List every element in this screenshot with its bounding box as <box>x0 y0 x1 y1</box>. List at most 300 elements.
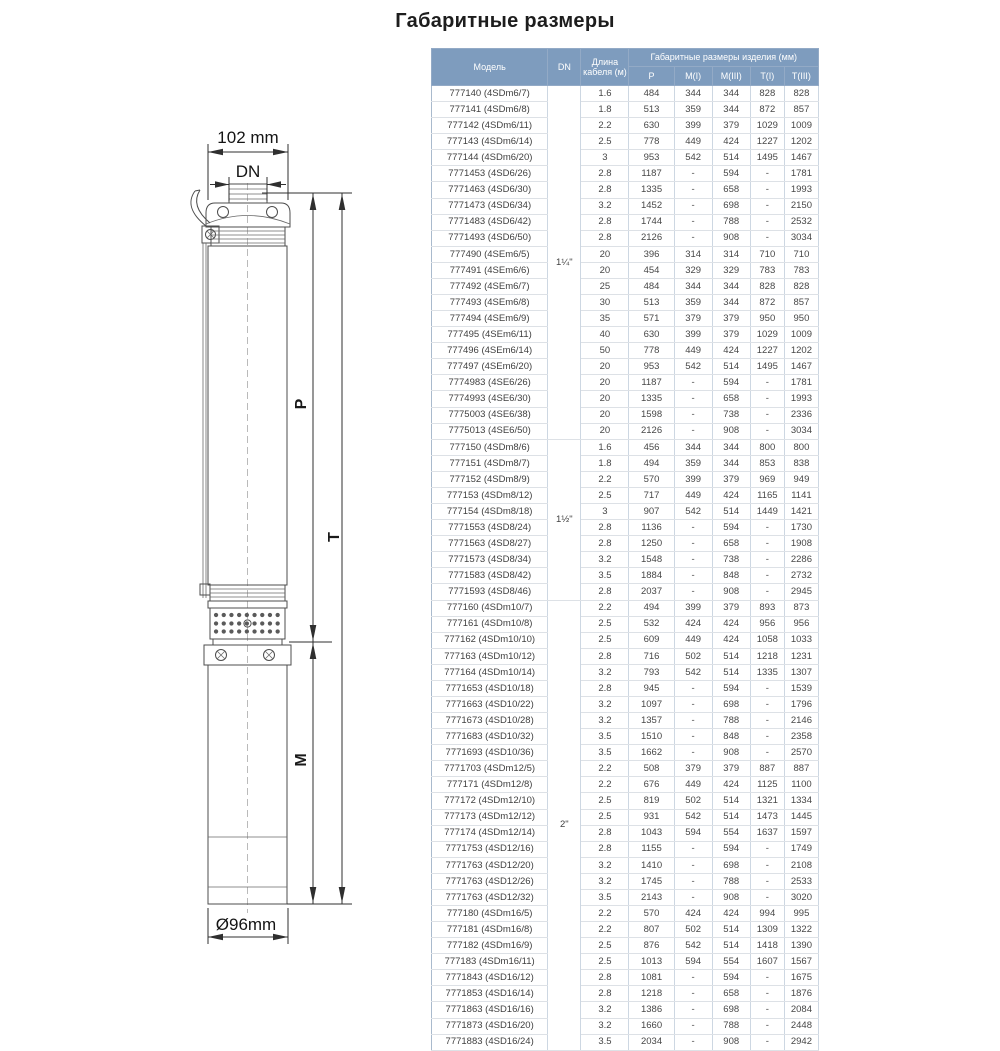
table-row <box>432 777 819 793</box>
table-row <box>432 86 819 102</box>
cell-value: 502 <box>674 648 712 664</box>
cell-value: 1250 <box>629 536 674 552</box>
cell-value: 2358 <box>784 729 818 745</box>
cell-value: 1335 <box>750 664 784 680</box>
cell-value: - <box>674 745 712 761</box>
cell-model: 777496 (4SEm6/14) <box>432 343 548 359</box>
cell-value: 1013 <box>629 954 674 970</box>
width-dimension-label: 102 mm <box>217 128 279 147</box>
cell-model: 7774983 (4SE6/26) <box>432 375 548 391</box>
cell-value: 456 <box>629 439 674 455</box>
cell-value: 30 <box>581 295 629 311</box>
cell-value: 449 <box>674 343 712 359</box>
cell-value: 853 <box>750 455 784 471</box>
table-row <box>432 954 819 970</box>
cell-model: 7771573 (4SD8/34) <box>432 552 548 568</box>
cell-value: 698 <box>712 857 750 873</box>
cell-value: 908 <box>712 584 750 600</box>
cell-value: 2.5 <box>581 793 629 809</box>
cell-value: 2.5 <box>581 134 629 150</box>
cell-value: 2.8 <box>581 970 629 986</box>
cell-value: 1473 <box>750 809 784 825</box>
cell-value: 848 <box>712 729 750 745</box>
cell-value: 953 <box>629 359 674 375</box>
cell-value: 502 <box>674 793 712 809</box>
cell-value: - <box>674 423 712 439</box>
cell-value: 513 <box>629 102 674 118</box>
cell-model: 777152 (4SDm8/9) <box>432 471 548 487</box>
cell-value: 3.2 <box>581 857 629 873</box>
cell-value: 1202 <box>784 134 818 150</box>
cell-value: 1637 <box>750 825 784 841</box>
cell-value: 454 <box>629 262 674 278</box>
table-row <box>432 552 819 568</box>
cell-value: - <box>750 1034 784 1050</box>
cell-value: 2.2 <box>581 761 629 777</box>
cell-value: 1781 <box>784 375 818 391</box>
cell-value: 857 <box>784 102 818 118</box>
cell-value: 907 <box>629 504 674 520</box>
cell-model: 7771653 (4SD10/18) <box>432 680 548 696</box>
cell-model: 777171 (4SDm12/8) <box>432 777 548 793</box>
cell-value: 494 <box>629 600 674 616</box>
cell-value: 314 <box>674 246 712 262</box>
cell-value: 828 <box>784 278 818 294</box>
cell-value: - <box>750 182 784 198</box>
table-row <box>432 262 819 278</box>
header-dim-m1: M(I) <box>674 67 712 86</box>
table-row <box>432 359 819 375</box>
cell-value: 1218 <box>629 986 674 1002</box>
cell-value: - <box>750 520 784 536</box>
table-row <box>432 584 819 600</box>
cell-value: 2.8 <box>581 182 629 198</box>
cell-value: 1467 <box>784 359 818 375</box>
cell-value: 3.2 <box>581 1018 629 1034</box>
cell-value: 2.8 <box>581 680 629 696</box>
cell-value: 3.2 <box>581 1002 629 1018</box>
cell-value: 570 <box>629 905 674 921</box>
cell-value: 887 <box>750 761 784 777</box>
cell-value: 2.8 <box>581 648 629 664</box>
table-body <box>432 86 819 1051</box>
cell-value: 314 <box>712 246 750 262</box>
cell-value: - <box>674 375 712 391</box>
cell-value: 514 <box>712 922 750 938</box>
cell-value: 3.2 <box>581 873 629 889</box>
cell-value: 1390 <box>784 938 818 954</box>
cell-value: 2.2 <box>581 118 629 134</box>
cell-value: 953 <box>629 150 674 166</box>
cell-value: - <box>674 873 712 889</box>
cell-value: 3.5 <box>581 889 629 905</box>
cell-value: 788 <box>712 214 750 230</box>
cell-value: 950 <box>750 311 784 327</box>
cell-value: 344 <box>674 439 712 455</box>
cell-model: 7774993 (4SE6/30) <box>432 391 548 407</box>
m-dimension-label: M <box>293 753 310 767</box>
table-row <box>432 889 819 905</box>
table-row <box>432 198 819 214</box>
cell-value: 594 <box>712 375 750 391</box>
cell-model: 7771563 (4SD8/27) <box>432 536 548 552</box>
cell-value: 594 <box>712 166 750 182</box>
cell-value: 1452 <box>629 198 674 214</box>
cell-value: 3.5 <box>581 568 629 584</box>
cell-value: 508 <box>629 761 674 777</box>
cell-value: - <box>674 568 712 584</box>
cell-value: 424 <box>712 616 750 632</box>
dn-dimension-label: DN <box>235 162 261 181</box>
cell-model: 777497 (4SEm6/20) <box>432 359 548 375</box>
cell-value: 1081 <box>629 970 674 986</box>
cell-value: 514 <box>712 793 750 809</box>
cell-value: - <box>750 391 784 407</box>
cell-model: 777493 (4SEm6/8) <box>432 295 548 311</box>
table-row <box>432 166 819 182</box>
cell-value: 1445 <box>784 809 818 825</box>
cell-value: 484 <box>629 86 674 102</box>
table-row <box>432 118 819 134</box>
cell-value: 2.8 <box>581 214 629 230</box>
cell-value: - <box>674 1034 712 1050</box>
cell-model: 7771473 (4SD6/34) <box>432 198 548 214</box>
cell-value: 995 <box>784 905 818 921</box>
cell-value: - <box>750 729 784 745</box>
cell-value: 1322 <box>784 922 818 938</box>
cell-value: 931 <box>629 809 674 825</box>
cell-value: 2.8 <box>581 825 629 841</box>
cell-value: - <box>674 198 712 214</box>
cell-value: 571 <box>629 311 674 327</box>
cell-model: 7771493 (4SD6/50) <box>432 230 548 246</box>
table-row <box>432 745 819 761</box>
cell-value: 2.8 <box>581 230 629 246</box>
cell-model: 7771703 (4SDm12/5) <box>432 761 548 777</box>
table-row <box>432 134 819 150</box>
cell-value: 857 <box>784 295 818 311</box>
cell-value: 594 <box>674 825 712 841</box>
cell-value: 1884 <box>629 568 674 584</box>
table-row <box>432 970 819 986</box>
cell-value: - <box>674 857 712 873</box>
cell-value: 3034 <box>784 423 818 439</box>
cell-model: 7775013 (4SE6/50) <box>432 423 548 439</box>
cell-value: 1155 <box>629 841 674 857</box>
diameter-dimension <box>208 908 288 944</box>
table-row <box>432 825 819 841</box>
cell-value: 887 <box>784 761 818 777</box>
table-row <box>432 616 819 632</box>
cell-model: 777182 (4SDm16/9) <box>432 938 548 954</box>
table-row <box>432 295 819 311</box>
cell-value: 396 <box>629 246 674 262</box>
cell-value: - <box>674 1002 712 1018</box>
diameter-dimension-label: Ø96mm <box>215 915 277 934</box>
cell-value: - <box>750 680 784 696</box>
cell-model: 777492 (4SEm6/7) <box>432 278 548 294</box>
cell-model: 7771693 (4SD10/36) <box>432 745 548 761</box>
pump-outlet <box>229 184 267 203</box>
cell-value: 1993 <box>784 182 818 198</box>
cell-value: 542 <box>674 150 712 166</box>
cell-value: 828 <box>750 278 784 294</box>
cell-value: 449 <box>674 632 712 648</box>
cell-value: 570 <box>629 471 674 487</box>
cell-value: 1421 <box>784 504 818 520</box>
cell-value: 1043 <box>629 825 674 841</box>
cell-value: 698 <box>712 1002 750 1018</box>
cell-value: - <box>674 729 712 745</box>
table-row <box>432 230 819 246</box>
cell-model: 777173 (4SDm12/12) <box>432 809 548 825</box>
page-title: Габаритные размеры <box>395 10 615 32</box>
table-row <box>432 375 819 391</box>
table-row <box>432 568 819 584</box>
cell-value: 424 <box>712 905 750 921</box>
header-model: Модель <box>432 49 548 86</box>
cell-value: - <box>674 889 712 905</box>
cell-value: 359 <box>674 455 712 471</box>
cell-model: 777183 (4SDm16/11) <box>432 954 548 970</box>
cell-value: 1141 <box>784 487 818 503</box>
cell-value: 2.5 <box>581 632 629 648</box>
header-dim-m3: M(III) <box>712 67 750 86</box>
cell-value: 1876 <box>784 986 818 1002</box>
cell-value: 542 <box>674 664 712 680</box>
table-row <box>432 214 819 230</box>
cell-value: 1187 <box>629 166 674 182</box>
cell-value: 3.5 <box>581 745 629 761</box>
cell-value: 514 <box>712 359 750 375</box>
table-row <box>432 841 819 857</box>
cell-value: 2.8 <box>581 841 629 857</box>
cell-value: 1335 <box>629 391 674 407</box>
cell-value: 379 <box>712 600 750 616</box>
cell-value: - <box>674 584 712 600</box>
cell-model: 777151 (4SDm8/7) <box>432 455 548 471</box>
cell-value: 424 <box>712 777 750 793</box>
cell-value: - <box>674 536 712 552</box>
cell-value: 542 <box>674 938 712 954</box>
cell-value: 2336 <box>784 407 818 423</box>
cell-model: 777180 (4SDm16/5) <box>432 905 548 921</box>
cell-value: 2.2 <box>581 471 629 487</box>
cell-value: - <box>750 857 784 873</box>
cell-value: - <box>674 391 712 407</box>
cell-value: 658 <box>712 182 750 198</box>
cell-value: 945 <box>629 680 674 696</box>
cell-value: 1781 <box>784 166 818 182</box>
cell-value: 1227 <box>750 134 784 150</box>
cell-value: 40 <box>581 327 629 343</box>
cell-value: 2.5 <box>581 616 629 632</box>
cell-value: 872 <box>750 102 784 118</box>
header-dim-t1: T(I) <box>750 67 784 86</box>
cell-value: - <box>750 230 784 246</box>
cell-value: - <box>674 841 712 857</box>
cell-value: - <box>750 889 784 905</box>
cell-value: 1745 <box>629 873 674 889</box>
table-header <box>432 49 819 86</box>
cell-value: - <box>750 214 784 230</box>
header-dim-t3: T(III) <box>784 67 818 86</box>
header-dims-group: Габаритные размеры изделия (мм) <box>629 49 819 67</box>
cell-value: 20 <box>581 375 629 391</box>
table-row <box>432 391 819 407</box>
cell-value: 3.2 <box>581 664 629 680</box>
dimensions-table <box>431 48 819 1051</box>
cell-value: 344 <box>712 455 750 471</box>
cell-value: 788 <box>712 1018 750 1034</box>
cell-dn: 1½" <box>548 439 581 600</box>
cell-value: 379 <box>712 471 750 487</box>
m-dimension <box>293 642 316 904</box>
cell-value: 329 <box>674 262 712 278</box>
cell-value: 449 <box>674 487 712 503</box>
cell-value: 344 <box>712 439 750 455</box>
coupling-ribs <box>210 585 285 601</box>
cell-model: 777172 (4SDm12/10) <box>432 793 548 809</box>
cell-value: 424 <box>674 616 712 632</box>
cell-value: 717 <box>629 487 674 503</box>
cell-value: 1136 <box>629 520 674 536</box>
cell-value: 788 <box>712 713 750 729</box>
cell-model: 7771553 (4SD8/24) <box>432 520 548 536</box>
cell-model: 777142 (4SDm6/11) <box>432 118 548 134</box>
cell-value: 542 <box>674 359 712 375</box>
cell-value: 2.5 <box>581 954 629 970</box>
table-row <box>432 905 819 921</box>
cell-value: - <box>750 568 784 584</box>
p-dimension-label: P <box>293 398 310 410</box>
cell-value: 3.5 <box>581 1034 629 1050</box>
cell-value: 908 <box>712 423 750 439</box>
cell-value: 807 <box>629 922 674 938</box>
cell-value: - <box>750 745 784 761</box>
cell-value: 424 <box>712 134 750 150</box>
cell-value: 658 <box>712 536 750 552</box>
cell-value: 2.2 <box>581 600 629 616</box>
cell-value: 20 <box>581 407 629 423</box>
cell-value: 3.2 <box>581 696 629 712</box>
cell-value: 1202 <box>784 343 818 359</box>
cell-value: 1510 <box>629 729 674 745</box>
cell-value: 1033 <box>784 632 818 648</box>
table-row <box>432 729 819 745</box>
cell-value: 1009 <box>784 118 818 134</box>
cell-value: 2150 <box>784 198 818 214</box>
cell-value: 514 <box>712 504 750 520</box>
cell-value: 876 <box>629 938 674 954</box>
cell-value: 783 <box>784 262 818 278</box>
cell-value: 676 <box>629 777 674 793</box>
cell-value: 379 <box>712 118 750 134</box>
cell-value: 1607 <box>750 954 784 970</box>
cell-value: 1495 <box>750 359 784 375</box>
cell-value: 3.2 <box>581 198 629 214</box>
cell-value: 800 <box>750 439 784 455</box>
cell-value: - <box>750 696 784 712</box>
cell-model: 777495 (4SEm6/11) <box>432 327 548 343</box>
cell-model: 7771483 (4SD6/42) <box>432 214 548 230</box>
table-row <box>432 471 819 487</box>
cell-value: 514 <box>712 938 750 954</box>
table-row <box>432 278 819 294</box>
table-row <box>432 696 819 712</box>
cell-model: 777181 (4SDm16/8) <box>432 922 548 938</box>
cell-value: 1567 <box>784 954 818 970</box>
cell-value: 1386 <box>629 1002 674 1018</box>
cell-value: - <box>674 696 712 712</box>
cell-value: 956 <box>750 616 784 632</box>
cell-value: - <box>750 986 784 1002</box>
cell-value: 20 <box>581 359 629 375</box>
cell-value: 399 <box>674 471 712 487</box>
cell-value: 379 <box>674 311 712 327</box>
cell-value: 594 <box>712 520 750 536</box>
cell-value: 908 <box>712 889 750 905</box>
cell-value: 2448 <box>784 1018 818 1034</box>
table-row <box>432 809 819 825</box>
cell-value: 344 <box>712 295 750 311</box>
cell-value: 449 <box>674 777 712 793</box>
table-row <box>432 873 819 889</box>
cell-value: 3 <box>581 504 629 520</box>
cell-value: 3.5 <box>581 729 629 745</box>
cell-value: 710 <box>750 246 784 262</box>
cell-value: 778 <box>629 134 674 150</box>
cell-value: 908 <box>712 230 750 246</box>
cell-value: 449 <box>674 134 712 150</box>
cell-value: - <box>750 1018 784 1034</box>
cell-value: 424 <box>712 487 750 503</box>
cell-model: 777164 (4SDm10/14) <box>432 664 548 680</box>
header-dn: DN <box>548 49 581 86</box>
cell-value: - <box>750 841 784 857</box>
cell-value: 484 <box>629 278 674 294</box>
cell-model: 777163 (4SDm10/12) <box>432 648 548 664</box>
cell-value: - <box>750 552 784 568</box>
table-row <box>432 713 819 729</box>
cell-value: 379 <box>712 327 750 343</box>
cell-model: 7771843 (4SD16/12) <box>432 970 548 986</box>
cell-value: 1660 <box>629 1018 674 1034</box>
cell-model: 777174 (4SDm12/14) <box>432 825 548 841</box>
cell-value: 1218 <box>750 648 784 664</box>
cell-value: 2146 <box>784 713 818 729</box>
cell-value: 542 <box>674 504 712 520</box>
header-cable-length: Длина кабеля (м) <box>581 49 629 86</box>
pump-head <box>206 203 290 227</box>
cell-value: 2.2 <box>581 922 629 938</box>
cell-value: 2034 <box>629 1034 674 1050</box>
cell-value: 2.2 <box>581 905 629 921</box>
cell-value: 1321 <box>750 793 784 809</box>
cell-value: - <box>750 198 784 214</box>
table-row <box>432 487 819 503</box>
cell-value: 969 <box>750 471 784 487</box>
cell-value: 3.2 <box>581 552 629 568</box>
cell-value: 1.6 <box>581 86 629 102</box>
cell-dn: 2" <box>548 600 581 1050</box>
cell-value: 2942 <box>784 1034 818 1050</box>
cell-model: 777490 (4SEm6/5) <box>432 246 548 262</box>
cell-value: 956 <box>784 616 818 632</box>
cell-value: 424 <box>712 343 750 359</box>
cell-value: 1410 <box>629 857 674 873</box>
table-row <box>432 680 819 696</box>
